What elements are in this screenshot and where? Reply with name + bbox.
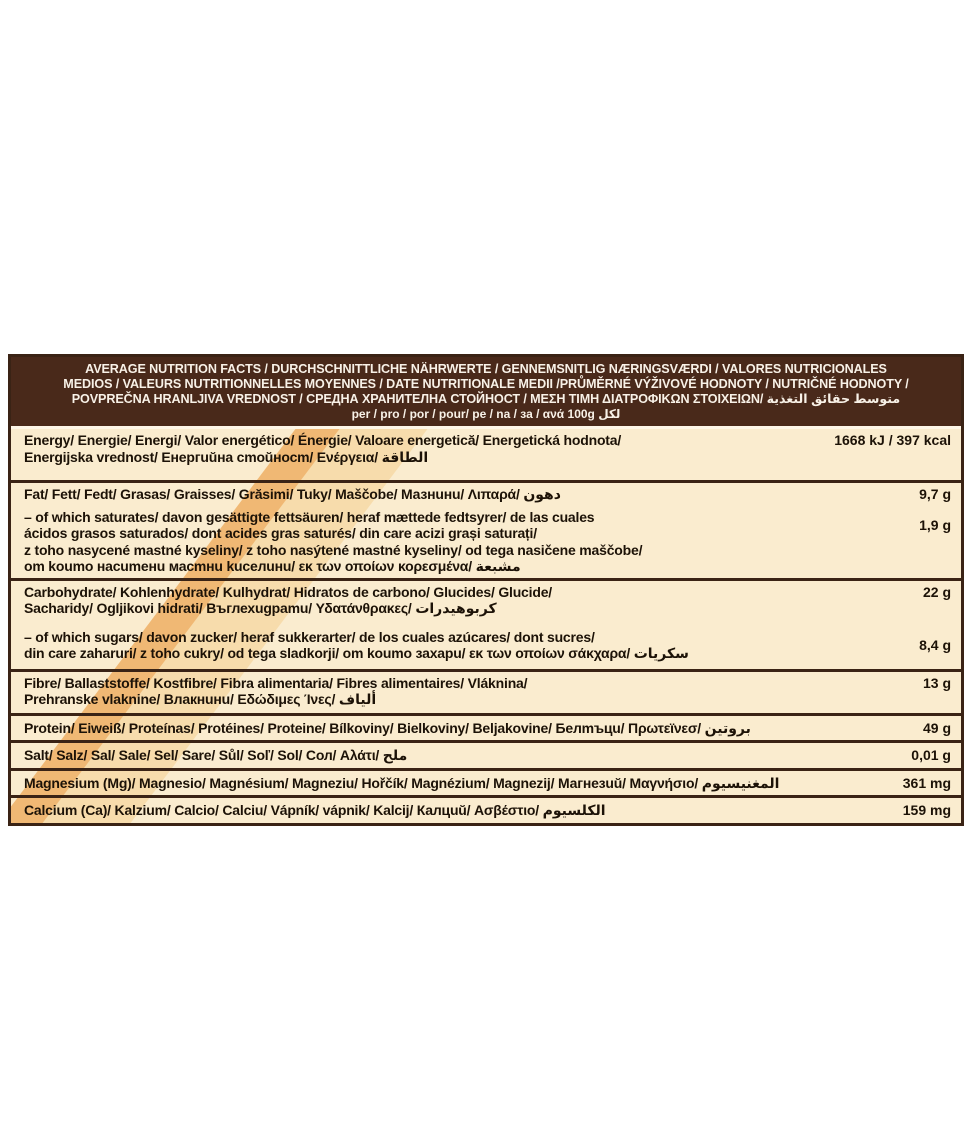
calcium-value: 159 mg [902, 802, 951, 818]
carbohydrate-label-line-1: Carbohydrate/ Kohlenhydrate/ Kulhydrat/ Hidratos de carbono/ Glucides/ Glucide/ [24, 583, 552, 600]
fibre-value: 13 g [922, 674, 951, 691]
saturates-label-line-3: z toho nasycené mastné kyseliny/ z toho nasýtené mastné kyseliny/ od tega nasičene maščobe/ [24, 541, 643, 558]
table-row-protein [11, 713, 961, 741]
nutrition-facts-table [8, 354, 964, 826]
table-row-salt [11, 740, 961, 768]
table-row-energy [11, 429, 961, 480]
carbohydrate-label-line-2: Sacharidy/ Ogljikovi hidrati/ Въглехugраmu/ Υδατάνθρακες/ كربوهيدرات [24, 600, 497, 616]
table-row-magnesium [11, 768, 961, 796]
table-row-fat [11, 480, 961, 578]
fibre-label-line-1: Fibre/ Ballaststoffe/ Kostfibre/ Fibra alimentaria/ Fibres alimentaires/ Vláknina/ [24, 674, 528, 691]
sugars-value: 8,4 g [919, 636, 951, 653]
sugars-label-line-1: – of which sugars/ davon zucker/ heraf sukkerarter/ de los cuales azúcares/ dont sucres/ [24, 628, 595, 645]
fibre-label-line-2: Prehranske vlaknine/ Влакнuнu/ Εδώδιμες Ίνες/ ألياف [24, 691, 377, 707]
sugars-label-line-2: din care zaharuri/ z toho cukry/ od tega sladkorji/ оm kоumо захарu/ εκ των οποίων σάκχαρα/ سكريات [24, 645, 689, 661]
calcium-label: Calcium (Ca)/ Kalzium/ Calcio/ Calciu/ Vápník/ vápnik/ Kalcij/ Калцuŭ/ Ασβέστιο/ الكلسيوم [24, 802, 606, 818]
header-per-100g-line: per / pro / por / pour/ pe / na / за / ανά 100g لكل [351, 407, 621, 421]
energy-label-line-1: Energy/ Energie/ Energi/ Valor energético/ Énergie/ Valoare energetică/ Energetická hodnota/ [24, 432, 622, 448]
saturates-value: 1,9 g [919, 516, 951, 533]
fat-value: 9,7 g [919, 486, 951, 502]
table-row-carbohydrate [11, 578, 961, 669]
carbohydrate-value: 22 g [922, 583, 951, 600]
saturates-label-line-2: ácidos grasos saturados/ dont acides gras saturés/ din care acizi grași saturați/ [24, 525, 537, 541]
protein-label: Protein/ Eiweiß/ Proteínas/ Protéines/ Proteine/ Bílkoviny/ Bielkoviny/ Beljakovine/ Белmъцu/ Πρωτεϊνεσ/ بروتين [24, 719, 751, 736]
table-body [11, 429, 961, 823]
saturates-label-line-4: оm kоumо насumенu масmнu kuселuнu/ εκ των οποίων κορεσμένα/ مشبعة [24, 558, 521, 574]
salt-value: 0,01 g [911, 747, 951, 763]
header-line-1: AVERAGE NUTRITION FACTS / DURCHSCHNITTLICHE NÄHRWERTE / GENNEMSNITLIG NÆRINGSVÆRDI / VALORES NUTRICIONALES [85, 362, 887, 376]
header-line-2: MEDIOS / VALEURS NUTRITIONNELLES MOYENNES / DATE NUTRITIONALE MEDII /PRŮMĚRNÉ VÝŽIVOVÉ HODNOTY / NUTRIČNÉ HODNOTY / [63, 377, 909, 391]
energy-value: 1668 kJ / 397 kcal [834, 432, 951, 448]
saturates-label-line-1: – of which saturates/ davon gesättigte fettsäuren/ heraf mættede fedtsyrer/ de las cuales [24, 508, 595, 525]
table-row-fibre [11, 669, 961, 713]
magnesium-value: 361 mg [902, 774, 951, 791]
header-line-3: POVPREČNA HRANLJIVA VREDNOST / СРЕДНА ХРАНИТЕЛНА СТОЙНОСТ / ΜΕΣΗ ΤΙΜΗ ΔΙΑΤΡΟΦΙΚΩΝ ΣΤΟΙΧΕΙΩΝ/ متوسط حقائق التغذية [71, 392, 901, 406]
table-header [11, 357, 961, 426]
protein-value: 49 g [922, 719, 951, 736]
salt-label: Salt/ Salz/ Sal/ Sale/ Sel/ Sare/ Sůl/ Soľ/ Sol/ Сол/ Αλάτι/ ملح [24, 747, 408, 763]
table-row-calcium [11, 795, 961, 823]
header-divider-light [11, 426, 961, 429]
fat-label: Fat/ Fett/ Fedt/ Grasas/ Graisses/ Grăsimi/ Tuky/ Maščobe/ Мазнuнu/ Λιπαρά/ دهون [24, 486, 561, 502]
energy-label-line-2: Energijska vrednost/ Енергuŭна сmоŭносm/ Ενέργεια/ الطاقة [24, 448, 429, 465]
magnesium-label: Magnesium (Mg)/ Magnesio/ Magnésium/ Magneziu/ Hořčík/ Magnézium/ Magnezij/ Магнезuŭ/ Μαγνήσιο/ المغنيسيوم [24, 774, 780, 791]
